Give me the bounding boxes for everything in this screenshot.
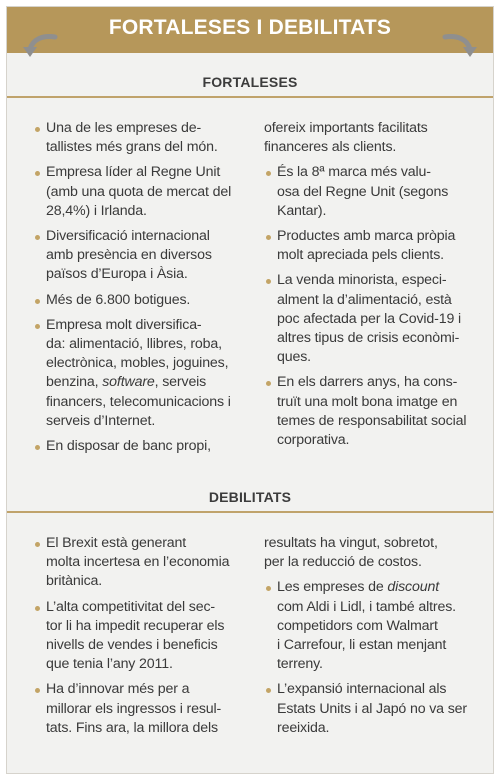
- text-line: nivells de vendes i beneficis: [46, 637, 218, 654]
- list-item: [33, 227, 253, 285]
- text-line: per la reducció de costos.: [264, 554, 422, 571]
- section-title-debilitats: DEBILITATS: [208, 489, 292, 505]
- text-line: tor li ha impedit recuperar els: [46, 617, 225, 634]
- text-line: 28,4%) i Irlanda.: [46, 202, 147, 219]
- page-title: FORTALESES I DEBILITATS: [108, 16, 392, 39]
- section-title-fortaleses: FORTALESES: [202, 74, 298, 90]
- text-line: serveis d’Internet.: [46, 412, 156, 429]
- text-line: És la 8ª marca més valu-: [277, 164, 431, 181]
- text-line: molt apreciada pels clients.: [277, 247, 444, 264]
- text-line: amb presència en diversos: [46, 247, 212, 264]
- bullet-icon: [266, 586, 271, 591]
- text-line: ques.: [277, 349, 311, 366]
- bullet-icon: [35, 445, 40, 450]
- bullet-icon: [35, 299, 40, 304]
- list-item: [264, 227, 492, 265]
- text-line: La venda minorista, especi-: [277, 272, 447, 289]
- text-line: Empresa líder al Regne Unit: [46, 164, 221, 181]
- list-item: [33, 163, 253, 221]
- text-line: terreny.: [277, 656, 323, 673]
- text-line: reeixida.: [277, 719, 330, 736]
- text-line: poc afectada per la Covid-19 i: [277, 310, 461, 327]
- bullet-icon: [35, 235, 40, 240]
- text-line: da: alimentació, llibres, roba,: [46, 336, 222, 353]
- list-item: [264, 163, 492, 221]
- text-line: En els darrers anys, ha cons-: [277, 374, 458, 391]
- text-line: temes de responsabilitat social: [277, 412, 467, 429]
- bullet-icon: [35, 171, 40, 176]
- list-item: [264, 680, 492, 738]
- text-line: El Brexit està generant: [46, 535, 187, 551]
- list-item: [33, 534, 253, 592]
- text-line: com Aldi i Lidl, i també altres.: [277, 598, 456, 615]
- list-item: [33, 598, 253, 675]
- list-item: [33, 437, 253, 456]
- text-line: i Carrefour, li estan menjant: [277, 637, 447, 654]
- text-line: ofereix importants facilitats: [264, 120, 428, 136]
- bullet-icon: [35, 688, 40, 693]
- text-line: financeres als clients.: [264, 139, 397, 156]
- text-line: Més de 6.800 botigues.: [46, 291, 191, 308]
- text-line: En disposar de banc propi,: [46, 438, 211, 455]
- section-divider: [7, 96, 493, 98]
- fortaleses-right-column: [264, 119, 492, 456]
- list-item: [33, 680, 253, 738]
- text-line: L’alta competitivitat del sec-: [46, 598, 215, 615]
- text-line: (amb una quota de mercat del: [46, 183, 232, 200]
- bullet-icon: [266, 688, 271, 693]
- text-line: Empresa molt diversifica-: [46, 316, 202, 333]
- text-line: benzina, software, serveis: [46, 374, 207, 391]
- text-line: països d’Europa i Àsia.: [46, 266, 188, 283]
- bullet-icon: [35, 542, 40, 547]
- bullet-icon: [266, 171, 271, 176]
- list-item: [264, 578, 492, 674]
- text-line: Kantar).: [277, 202, 327, 219]
- header-banner: [7, 7, 493, 53]
- list-item-continuation: [264, 119, 492, 157]
- text-line: britànica.: [46, 573, 103, 590]
- text-line: osa del Regne Unit (segons: [277, 183, 449, 200]
- list-item: [264, 271, 492, 367]
- list-item: [264, 373, 492, 450]
- debilitats-right-column: [264, 534, 492, 744]
- text-line: competidors com Walmart: [277, 617, 438, 634]
- bullet-icon: [35, 127, 40, 132]
- list-item: [33, 119, 253, 157]
- text-line: financers, telecomunicacions i: [46, 393, 231, 410]
- bullet-icon: [35, 324, 40, 329]
- bullet-icon: [266, 235, 271, 240]
- swot-card: [6, 6, 494, 774]
- text-line: molta incertesa en l’economia: [46, 554, 230, 571]
- curved-arrow-right-icon: [441, 33, 479, 61]
- text-line: resultats ha vingut, sobretot,: [264, 535, 438, 551]
- text-line: Les empreses de discount: [277, 579, 440, 596]
- text-line: alment la d’alimentació, està: [277, 291, 452, 308]
- text-line: Productes amb marca pròpia: [277, 228, 456, 245]
- text-line: altres tipus de crisis econòmi-: [277, 330, 460, 347]
- text-line: millorar els ingressos i resul-: [46, 700, 222, 717]
- text-line: tats. Fins ara, la millora dels: [46, 719, 218, 736]
- debilitats-left-column: [33, 534, 253, 744]
- text-line: Diversificació internacional: [46, 228, 210, 245]
- bullet-icon: [266, 381, 271, 386]
- list-item: [33, 291, 253, 310]
- text-line: Estats Units i al Japó no va ser: [277, 700, 467, 717]
- bullet-icon: [35, 606, 40, 611]
- list-item: [33, 316, 253, 431]
- text-line: Ha d’innovar més per a: [46, 681, 190, 698]
- text-line: corporativa.: [277, 432, 350, 449]
- text-line: truït una molt bona imatge en: [277, 393, 458, 410]
- text-line: L’expansió internacional als: [277, 681, 447, 698]
- text-line: electrònica, mobles, joguines,: [46, 355, 229, 372]
- bullet-icon: [266, 279, 271, 284]
- list-item-continuation: [264, 534, 492, 572]
- text-line: tallistes més grans del món.: [46, 139, 218, 156]
- text-line: que tenia l’any 2011.: [46, 656, 173, 673]
- fortaleses-left-column: [33, 119, 253, 462]
- text-line: Una de les empreses de-: [46, 120, 202, 136]
- section-divider: [7, 511, 493, 513]
